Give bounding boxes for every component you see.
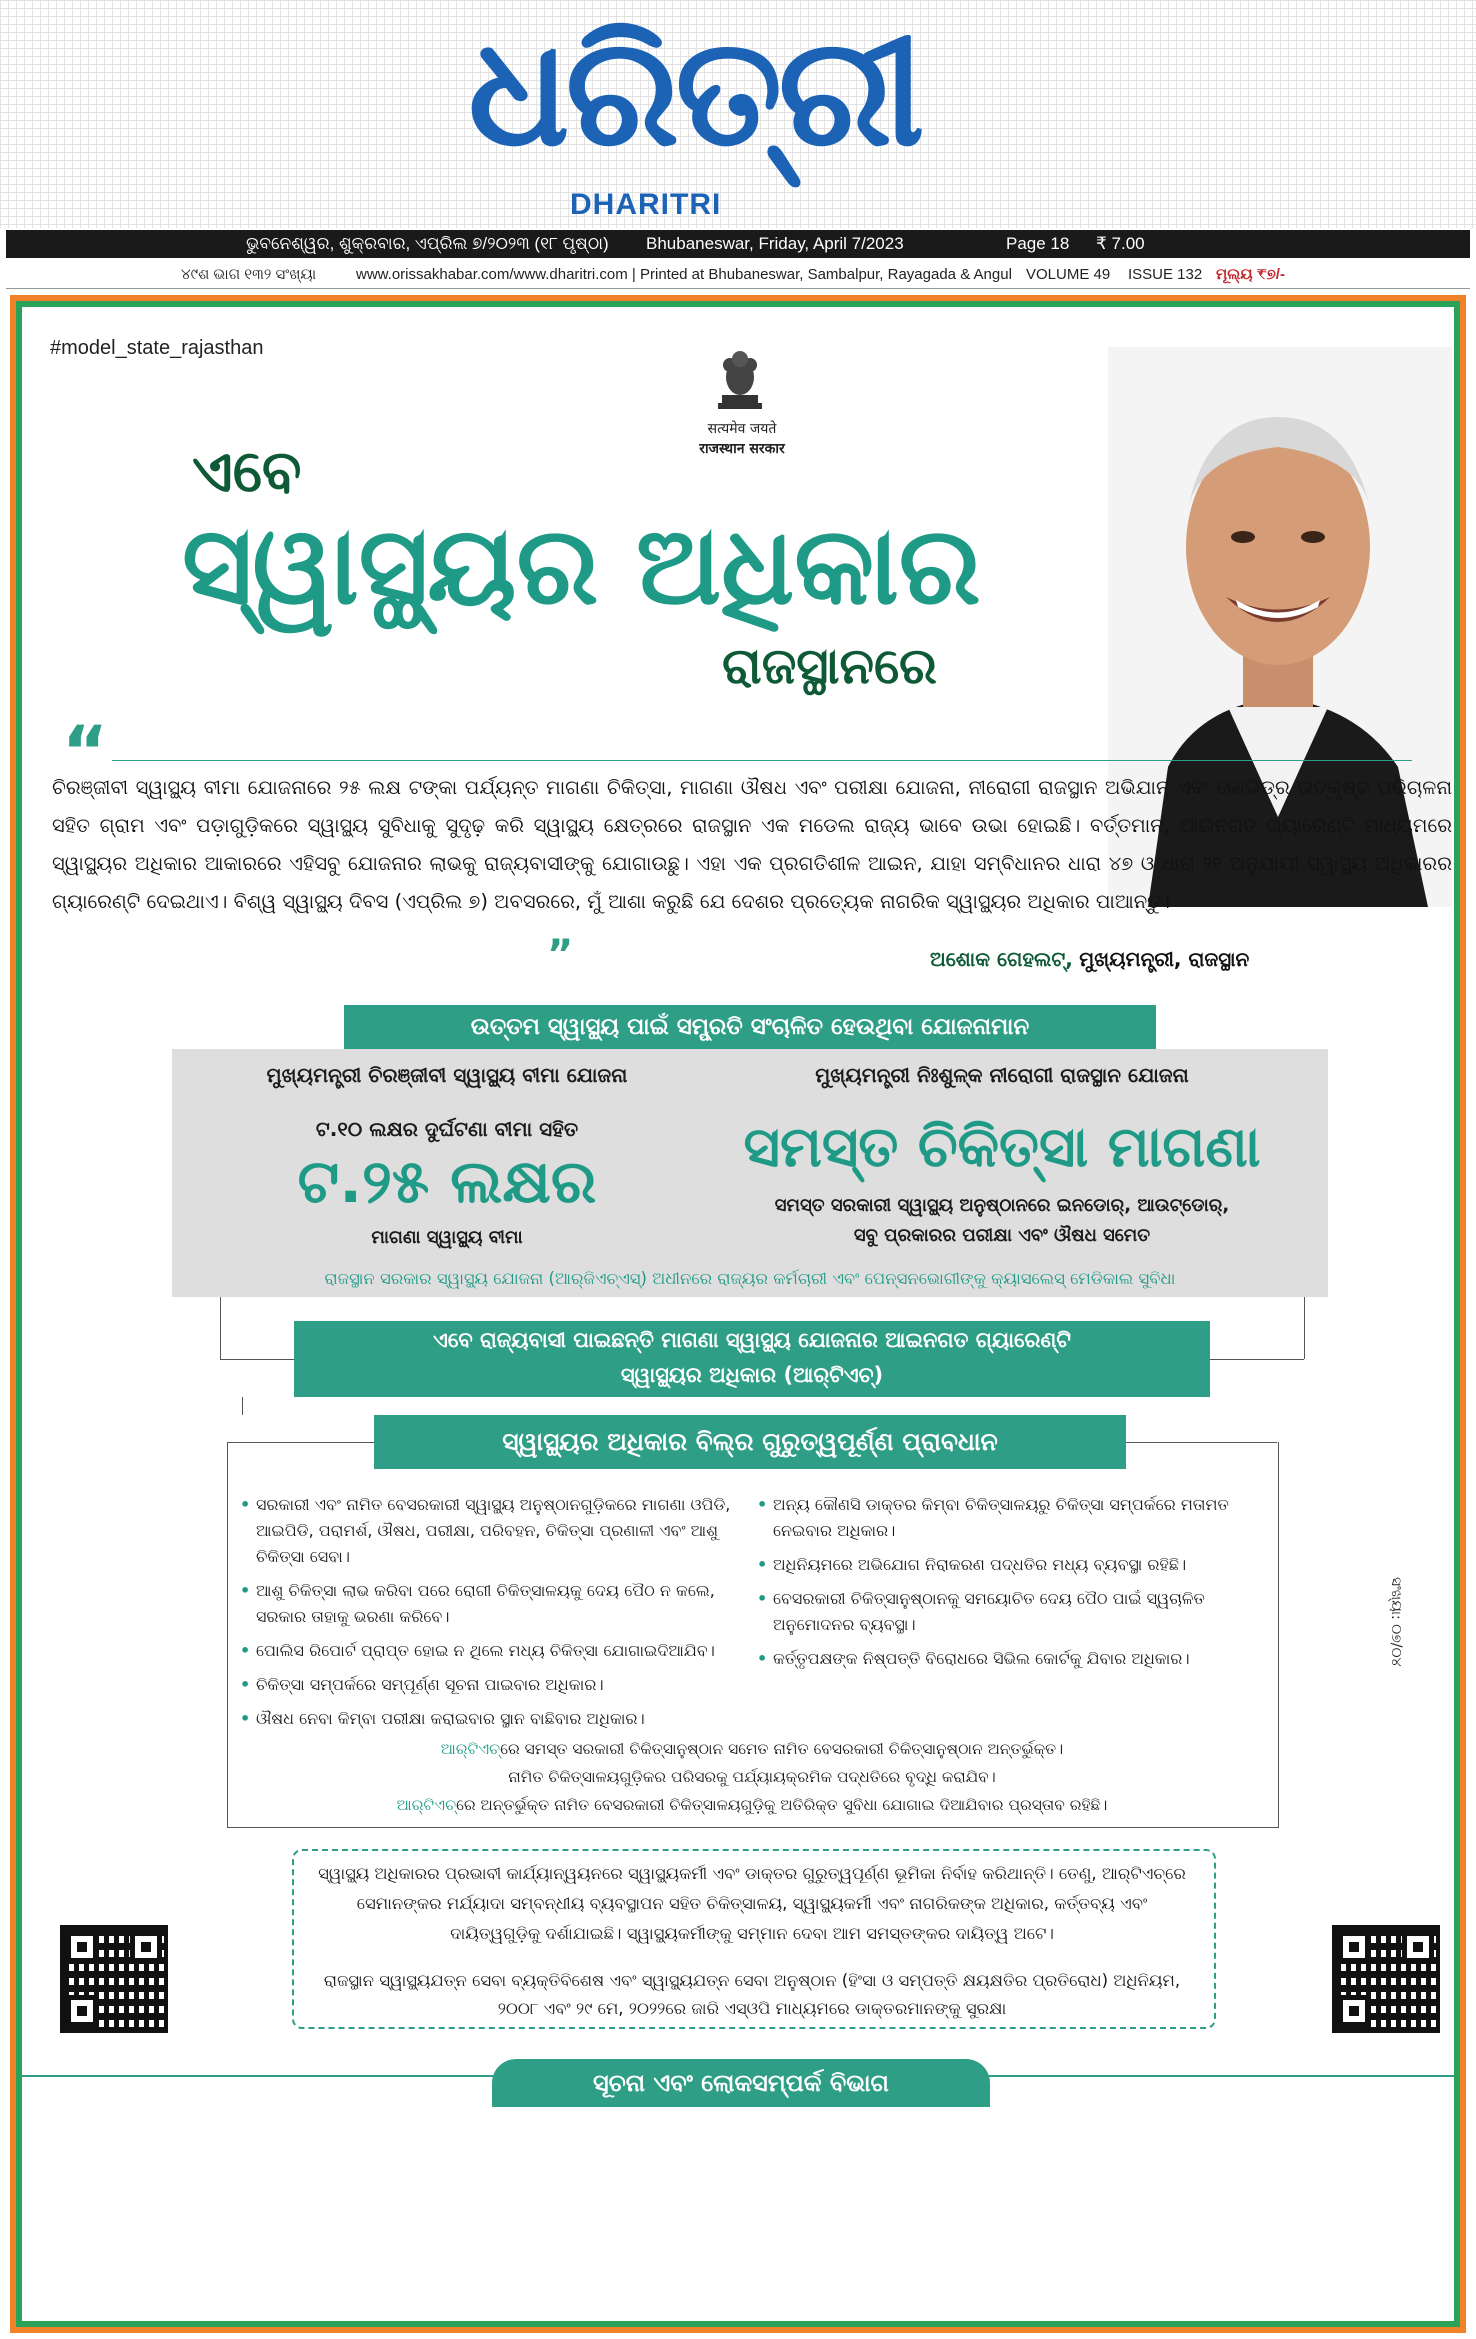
provisions-right-list bbox=[757, 1492, 1262, 1680]
websites: www.orissakhabar.com/www.dharitri.com | Printed at Bhubaneswar, Sambalpur, Rayagada & Angul bbox=[356, 266, 1012, 283]
signatory bbox=[930, 947, 1249, 971]
emblem-government: राजस्थान सरकार bbox=[699, 441, 785, 457]
rghs-line: ରାଜସ୍ଥାନ ସରକାର ସ୍ୱାସ୍ଥ୍ୟ ଯୋଜନା (ଆର୍‌ଜିଏଚ୍‌ଏସ୍) ଅଧୀନରେ ରାଜ୍ୟର କର୍ମଚାରୀ ଏବଂ ପେନ୍‌ସନଭୋଗୀଙ୍କୁ କ୍ୟାସଲେସ୍ ମେଡିକାଲ ସୁବିଧା bbox=[324, 1269, 1176, 1288]
connector-left-h bbox=[220, 1359, 294, 1360]
newspaper-logo-latin: DHARITRI bbox=[570, 188, 722, 221]
provisions-box-top-left bbox=[227, 1442, 374, 1443]
qr-finder bbox=[1402, 1931, 1434, 1963]
emblem-motto: सत्यमेव जयते bbox=[707, 421, 777, 437]
connector-right-h bbox=[1210, 1359, 1304, 1360]
connector-left bbox=[220, 1297, 221, 1359]
hashtag: #model_state_rajasthan bbox=[50, 337, 264, 359]
rth-notes bbox=[227, 1735, 1277, 1819]
headline-sub: ରାଜସ୍ଥାନରେ bbox=[722, 637, 937, 695]
scheme1-line: ଟ.୧୦ ଲକ୍ଷର ଦୁର୍ଘଟଣା ବୀମା ସହିତ bbox=[315, 1117, 579, 1141]
price: ₹ 7.00 bbox=[1096, 234, 1145, 253]
page-number: Page 18 bbox=[1006, 234, 1070, 253]
subline-bar bbox=[6, 262, 1470, 289]
provision-left-item: • ସରକାରୀ ଏବଂ ନାମିତ ବେସରକାରୀ ସ୍ୱାସ୍ଥ୍ୟ ଅନୁଷ୍ଠାନଗୁଡ଼ିକରେ ମାଗଣା ଓପିଡି, ଆଇପିଡି, ପରାମର୍ଶ, ଔଷଧ, ପରୀକ୍ଷା, ପରିବହନ, ଚିକିତ୍ସା ପ୍ରଣାଳୀ ଏବଂ ଆଶୁ ଚିକିତ୍ସା ସେବା। bbox=[240, 1492, 745, 1570]
side-code: ସଂଖ୍ୟା: ୦୭/୦୪ bbox=[1388, 1577, 1404, 1667]
price-odia: ମୂଲ୍ୟ ₹୭/- bbox=[1216, 266, 1285, 283]
advertisement bbox=[10, 295, 1466, 2333]
scheme1-big: ଟ.୨୫ ଲକ୍ଷର bbox=[297, 1147, 597, 1217]
qr-code-icon bbox=[60, 1925, 168, 2033]
dateline-bar bbox=[6, 230, 1470, 258]
qr-finder bbox=[66, 1995, 98, 2027]
qr-finder bbox=[130, 1931, 162, 1963]
volume-odia: ୪୯ଶ ଭାଗ ୧୩୨ ସଂଖ୍ୟା bbox=[181, 266, 317, 283]
rth-note-3-text: ରେ ଅନ୍ତର୍ଭୁକ୍ତ ନାମିତ ବେସରକାରୀ ଚିକିତ୍ସାଳୟଗୁଡ଼ିକୁ ଅତିରିକ୍ତ ସୁବିଧା ଯୋଗାଇ ଦିଆଯିବାର ପ୍ରସ୍ତାବ ରହିଛି। bbox=[456, 1796, 1108, 1814]
masthead bbox=[0, 0, 1476, 228]
headline-big: ସ୍ୱାସ୍ଥ୍ୟର ଅଧିକାର bbox=[182, 504, 981, 629]
issue: ISSUE 132 bbox=[1128, 266, 1203, 283]
quote-open-icon: “ bbox=[62, 711, 109, 793]
qr-finder bbox=[66, 1931, 98, 1963]
connector-provisions bbox=[242, 1397, 243, 1415]
rth-bar-line2: ସ୍ୱାସ୍ଥ୍ୟର ଅଧିକାର (ଆର୍‌ଟିଏଚ୍) bbox=[620, 1363, 884, 1387]
newspaper-logo: ଧରିତ୍ରୀ bbox=[468, 6, 921, 180]
volume: VOLUME 49 bbox=[1026, 266, 1111, 283]
footer-bar: ସୂଚନା ଏବଂ ଲୋକସମ୍ପର୍କ ବିଭାଗ bbox=[492, 2059, 990, 2107]
headline-small: ଏବେ bbox=[192, 437, 302, 505]
bottom-para: ସ୍ୱାସ୍ଥ୍ୟ ଅଧିକାରର ପ୍ରଭାବୀ କାର୍ଯ୍ୟାନ୍ୱୟନରେ ସ୍ୱାସ୍ଥ୍ୟକର୍ମୀ ଏବଂ ଡାକ୍ତର ଗୁରୁତ୍ୱପୂର୍ଣ୍ଣ ଭୂମିକା ନିର୍ବାହ କରିଥାନ୍ତି। ତେଣୁ, ଆର୍‌ଟିଏଚ୍‌ରେ ସେମାନଙ୍କର ମର୍ଯ୍ୟାଦା ସମ୍ବନ୍ଧୀୟ ବ୍ୟବସ୍ଥାପନ ସହିତ ଚିକିତ୍ସାଳୟ, ସ୍ୱାସ୍ଥ୍ୟକର୍ମୀ ଏବଂ ନାଗରିକଙ୍କ ଅଧିକାର, କର୍ତ୍ତବ୍ୟ ଏବଂ ଦାୟିତ୍ୱଗୁଡ଼ିକୁ ଦର୍ଶାଯାଇଛି। ସ୍ୱାସ୍ଥ୍ୟକର୍ମୀଙ୍କୁ ସମ୍ମାନ ଦେବା ଆମ ସମସ୍ତଙ୍କର ଦାୟିତ୍ୱ ଅଟେ। bbox=[318, 1864, 1186, 1943]
rth-note-1-text: ରେ ସମସ୍ତ ସରକାରୀ ଚିକିତ୍ସାନୁଷ୍ଠାନ ସମେତ ନାମିତ ବେସରକାରୀ ଚିକିତ୍ସାନୁଷ୍ଠାନ ଅନ୍ତର୍ଭୁକ୍ତ। bbox=[500, 1740, 1064, 1758]
rth-bar-line1: ଏବେ ରାଜ୍ୟବାସୀ ପାଇଛନ୍ତି ମାଗଣା ସ୍ୱାସ୍ଥ୍ୟ ଯୋଜନାର ଆଇନଗତ ଗ୍ୟାରେଣ୍ଟି bbox=[433, 1328, 1071, 1352]
rth-note-1 bbox=[227, 1735, 1277, 1763]
scheme2-sub1: ସମସ୍ତ ସରକାରୀ ସ୍ୱାସ୍ଥ୍ୟ ଅନୁଷ୍ଠାନରେ ଇନଡୋର୍, ଆଉଟ୍‌ଡୋର୍, bbox=[774, 1195, 1230, 1216]
signatory-name: ଅଶୋକ ଗେହଲଟ୍, bbox=[930, 947, 1073, 971]
provision-left-item: • ଆଶୁ ଚିକିତ୍ସା ଲାଭ କରିବା ପରେ ରୋଗୀ ଚିକିତ୍ସାଳୟକୁ ଦେୟ ପୈଠ ନ କଲେ, ସରକାର ତାହାକୁ ଭରଣା କରିବେ। bbox=[240, 1578, 745, 1630]
date-odia: ଭୁବନେଶ୍ୱର, ଶୁକ୍ରବାର, ଏପ୍ରିଲ ୭/୨୦୨୩ (୧୮ ପୃଷ୍ଠା) bbox=[246, 234, 609, 253]
scheme1-sub: ମାଗଣା ସ୍ୱାସ୍ଥ୍ୟ ବୀମା bbox=[371, 1227, 523, 1248]
rth-note-2: ନାମିତ ଚିକିତ୍ସାଳୟଗୁଡ଼ିକର ପରିସରକୁ ପର୍ଯ୍ୟାୟକ୍ରମିକ ପଦ୍ଧତିରେ ବୃଦ୍ଧି କରାଯିବ। bbox=[508, 1768, 996, 1786]
bottom-para-2: ରାଜସ୍ଥାନ ସ୍ୱାସ୍ଥ୍ୟଯତ୍ନ ସେବା ବ୍ୟକ୍ତିବିଶେଷ ଏବଂ ସ୍ୱାସ୍ଥ୍ୟଯତ୍ନ ସେବା ଅନୁଷ୍ଠାନ (ହିଂସା ଓ ସମ୍ପତ୍ତି କ୍ଷୟକ୍ଷତିର ପ୍ରତିରୋଧ) ଅଧିନିୟମ, ୨୦୦୮ ଏବଂ ୨୯ ମେ, ୨୦୨୨ରେ ଜାରି ଏସ୍‌ଓପି ମାଧ୍ୟମରେ ଡାକ୍ତରମାନଙ୍କୁ ସୁରକ୍ଷା bbox=[323, 1971, 1181, 2018]
qr-code-icon bbox=[1332, 1925, 1440, 2033]
rth-note-1-prefix: ଆର୍‌ଟିଏଚ୍‌ bbox=[440, 1740, 501, 1758]
ashoka-emblem-icon bbox=[710, 347, 770, 417]
qr-finder bbox=[1338, 1931, 1370, 1963]
quote-close-icon: ” bbox=[547, 932, 574, 978]
connector-right bbox=[1304, 1297, 1305, 1359]
provisions-left-list bbox=[240, 1492, 745, 1740]
quote-rule bbox=[112, 760, 1412, 761]
provision-right-item: • କର୍ତ୍ତୃପକ୍ଷଙ୍କ ନିଷ୍ପତ୍ତି ବିରୋଧରେ ସିଭିଲ କୋର୍ଟକୁ ଯିବାର ଅଧିକାର। bbox=[757, 1646, 1262, 1672]
provision-left-item: • ପୋଲିସ ରିପୋର୍ଟ ପ୍ରାପ୍ତ ହୋଇ ନ ଥିଲେ ମଧ୍ୟ ଚିକିତ୍ସା ଯୋଗାଇଦିଆଯିବ। bbox=[240, 1638, 745, 1664]
quote-text: ଚିରଞ୍ଜୀବୀ ସ୍ୱାସ୍ଥ୍ୟ ବୀମା ଯୋଜନାରେ ୨୫ ଲକ୍ଷ ଟଙ୍କା ପର୍ଯ୍ୟନ୍ତ ମାଗଣା ଚିକିତ୍ସା, ମାଗଣା ଔଷଧ ଏବଂ ପରୀକ୍ଷା ଯୋଜନା, ନୀରୋଗୀ ରାଜସ୍ଥାନ ଅଭିଯାନ ଏବଂ କୋଭିଡ୍‌ର ଉତ୍କୃଷ୍ଟ ପରିଚାଳନା ସହିତ ଗ୍ରାମ ଏବଂ ପଡ଼ାଗୁଡ଼ିକରେ ସ୍ୱାସ୍ଥ୍ୟ ସୁବିଧାକୁ ସୁଦୃଢ଼ କରି ସ୍ୱାସ୍ଥ୍ୟ କ୍ଷେତ୍ରରେ ରାଜସ୍ଥାନ ଏକ ମଡେଲ ରାଜ୍ୟ ଭାବେ ଉଭା ହୋଇଛି। ବର୍ତ୍ତମାନ, ଆଇନଗତ ଗ୍ୟାରେଣ୍ଟି ମାଧ୍ୟମରେ ସ୍ୱାସ୍ଥ୍ୟର ଅଧିକାର ଆକାରରେ ଏହିସବୁ ଯୋଜନାର ଲାଭକୁ ରାଜ୍ୟବାସୀଙ୍କୁ ଯୋଗାଉଛୁ। ଏହା ଏକ ପ୍ରଗତିଶୀଳ ଆଇନ, ଯାହା ସମ୍ବିଧାନର ଧାରା ୪୭ ଓ ଧାରା ୨୧ ଅନୁଯାୟୀ ସ୍ୱାସ୍ଥ୍ୟ ଅଧିକାରର ଗ୍ୟାରେଣ୍ଟି ଦେଇଥାଏ। ବିଶ୍ୱ ସ୍ୱାସ୍ଥ୍ୟ ଦିବସ (ଏପ୍ରିଲ ୭) ଅବସରରେ, ମୁଁ ଆଶା କରୁଛି ଯେ ଦେଶର ପ୍ରତ୍ୟେକ ନାଗରିକ ସ୍ୱାସ୍ଥ୍ୟର ଅଧିକାର ପାଆନ୍ତୁ। bbox=[52, 776, 1452, 913]
provision-right-item: • ବେସରକାରୀ ଚିକିତ୍ସାନୁଷ୍ଠାନକୁ ସମୟୋଚିତ ଦେୟ ପୈଠ ପାଇଁ ସ୍ୱଚାଳିତ ଅନୁମୋଦନର ବ୍ୟବସ୍ଥା। bbox=[757, 1586, 1262, 1638]
schemes-bar: ଉତ୍ତମ ସ୍ୱାସ୍ଥ୍ୟ ପାଇଁ ସମ୍ପ୍ରତି ସଂଚାଳିତ ହେଉଥିବା ଯୋଜନାମାନ bbox=[344, 1005, 1156, 1049]
scheme2-big: ସମସ୍ତ ଚିକିତ୍ସା ମାଗଣା bbox=[743, 1115, 1261, 1180]
scheme1-title: ମୁଖ୍ୟମନ୍ତ୍ରୀ ଚିରଞ୍ଜୀବୀ ସ୍ୱାସ୍ଥ୍ୟ ବୀମା ଯୋଜନା bbox=[266, 1063, 628, 1087]
provision-right-item: • ଅଧିନିୟମରେ ଅଭିଯୋଗ ନିରାକରଣ ପଦ୍ଧତିର ମଧ୍ୟ ବ୍ୟବସ୍ଥା ରହିଛି। bbox=[757, 1552, 1262, 1578]
ad-content bbox=[22, 307, 1454, 2321]
rth-bar bbox=[294, 1321, 1210, 1397]
scheme2-title: ମୁଖ୍ୟମନ୍ତ୍ରୀ ନିଃଶୁଳ୍କ ନୀରୋଗୀ ରାଜସ୍ଥାନ ଯୋଜନା bbox=[815, 1063, 1189, 1087]
provision-left-item: • ଔଷଧ ନେବା କିମ୍ବା ପରୀକ୍ଷା କରାଇବାର ସ୍ଥାନ ବାଛିବାର ଅଧିକାର। bbox=[240, 1706, 745, 1732]
provision-right-item: • ଅନ୍ୟ କୌଣସି ଡାକ୍ତର କିମ୍ବା ଚିକିତ୍ସାଳୟରୁ ଚିକିତ୍ସା ସମ୍ପର୍କରେ ମତାମତ ନେଇବାର ଅଧିକାର। bbox=[757, 1492, 1262, 1544]
provision-left-item: • ଚିକିତ୍ସା ସମ୍ପର୍କରେ ସମ୍ପୂର୍ଣ୍ଣ ସୂଚନା ପାଇବାର ଅଧିକାର। bbox=[240, 1672, 745, 1698]
provisions-bar: ସ୍ୱାସ୍ଥ୍ୟର ଅଧିକାର ବିଲ୍‌ର ଗୁରୁତ୍ୱପୂର୍ଣ୍ଣ ପ୍ରାବଧାନ bbox=[374, 1415, 1126, 1469]
provisions-box-top-right bbox=[1126, 1442, 1277, 1443]
date-english: Bhubaneswar, Friday, April 7/2023 bbox=[646, 234, 904, 253]
qr-finder bbox=[1338, 1995, 1370, 2027]
scheme2-sub2: ସବୁ ପ୍ରକାରର ପରୀକ୍ଷା ଏବଂ ଔଷଧ ସମେତ bbox=[853, 1225, 1151, 1246]
rth-note-3-prefix: ଆର୍‌ଟିଏଚ୍‌ bbox=[396, 1796, 457, 1814]
rth-note-3 bbox=[227, 1791, 1277, 1819]
signatory-title: ମୁଖ୍ୟମନ୍ତ୍ରୀ, ରାଜସ୍ଥାନ bbox=[1079, 947, 1250, 971]
